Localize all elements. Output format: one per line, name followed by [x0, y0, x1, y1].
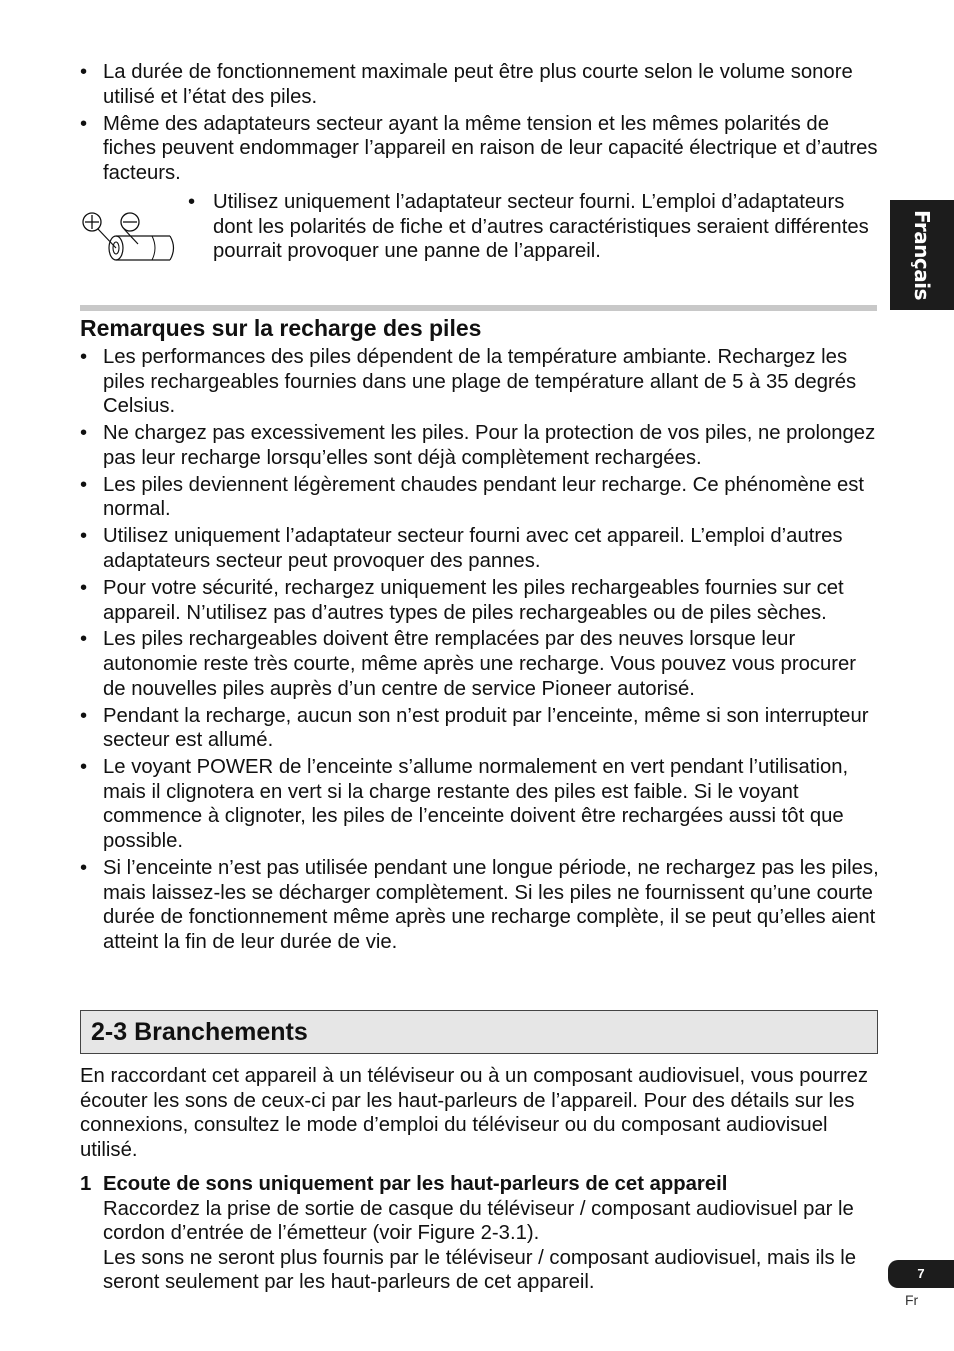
list-item: • Le voyant POWER de l’enceinte s’allume normalement en vert pendant l’utilisation, mais il clignotera en vert si la charge restante des piles est faible. Si le voyant commence à clignoter, les piles de l’enceinte doivent être rechargées aussi tôt que possible.	[80, 755, 880, 853]
polarity-plug-icon	[80, 200, 180, 266]
list-item: • Pour votre sécurité, rechargez uniquement les piles rechargeables fournies sur cet appareil. N’utilisez pas d’autres types de piles rechargeables ou de piles sèches.	[80, 576, 880, 625]
page-number: 7	[917, 1266, 925, 1281]
section-title-branchements: 2-3 Branchements	[91, 1018, 308, 1046]
step-body	[103, 1172, 883, 1295]
step-text: Raccordez la prise de sortie de casque du téléviseur / composant audiovisuel par le cordon d’entrée de l’émetteur (voir Figure 2-3.1).	[103, 1197, 854, 1245]
section-divider	[80, 305, 877, 311]
top-notes-list	[80, 60, 880, 188]
list-item: • Pendant la recharge, aucun son n’est produit par l’enceinte, même si son interrupteur secteur est allumé.	[80, 704, 880, 753]
list-item: • Les piles rechargeables doivent être remplacées par des neuves lorsque leur autonomie reste très courte, même après une recharge. Vous pouvez vous procurer de nouvelles piles auprès d’un centre de service Pioneer autorisé.	[80, 627, 880, 701]
language-label: Français	[910, 209, 934, 301]
language-code: Fr	[905, 1292, 919, 1308]
list-item: • Utilisez uniquement l’adaptateur secteur fourni. L’emploi d’adaptateurs dont les polarités de fiche et d’autres caractéristiques seraient différentes pourrait provoquer une panne de l’appareil.	[188, 190, 878, 264]
list-item: • Si l’enceinte n’est pas utilisée pendant une longue période, ne rechargez pas les piles, mais laissez-les se décharger complètement. Si les piles ne fournissent qu’une courte durée de fonctionnement même après une recharge complète, il se peut qu’elles aient atteint la fin de leur durée de vie.	[80, 856, 880, 954]
step-number: 1	[80, 1173, 92, 1195]
list-item: • Même des adaptateurs secteur ayant la même tension et les mêmes polarités de fiches peuvent endommager l’appareil en raison de leur capacité électrique et d’autres facteurs.	[80, 112, 880, 186]
section-title-recharge: Remarques sur la recharge des piles	[80, 315, 482, 341]
adapter-note-list	[188, 190, 878, 266]
intro-paragraph: En raccordant cet appareil à un téléviseur ou à un composant audiovisuel, vous pourrez écouter les sons de ceux-ci par les haut-parleurs de l’appareil. Pour des détails sur les connexions, consultez le mode d’emploi du téléviseur ou du composant audiovisuel utilisé.	[80, 1065, 869, 1161]
list-item: • La durée de fonctionnement maximale peut être plus courte selon le volume sonore utilisé et l’état des piles.	[80, 60, 880, 109]
language-tab	[890, 200, 954, 310]
section-header-box	[80, 1010, 878, 1054]
list-item: • Les piles deviennent légèrement chaudes pendant leur recharge. Ce phénomène est normal.	[80, 473, 880, 522]
page-number-tab	[888, 1260, 954, 1288]
list-item: • Ne chargez pas excessivement les piles. Pour la protection de vos piles, ne prolongez pas leur recharge lorsqu’elles sont déjà complètement rechargées.	[80, 421, 880, 470]
step-text: Les sons ne seront plus fournis par le téléviseur / composant audiovisuel, mais ils le seront seulement par les haut-parleurs de cet appareil.	[103, 1246, 857, 1294]
list-item: • Les performances des piles dépendent de la température ambiante. Rechargez les piles rechargeables fournies dans une plage de température allant de 5 à 35 degrés Celsius.	[80, 345, 880, 419]
step-title: Ecoute de sons uniquement par les haut-parleurs de cet appareil	[103, 1173, 728, 1195]
adapter-warning	[80, 190, 880, 300]
list-item: • Utilisez uniquement l’adaptateur secteur fourni avec cet appareil. L’emploi d’autres adaptateurs secteur peut provoquer des pannes.	[80, 524, 880, 573]
recharge-notes-list	[80, 345, 880, 957]
